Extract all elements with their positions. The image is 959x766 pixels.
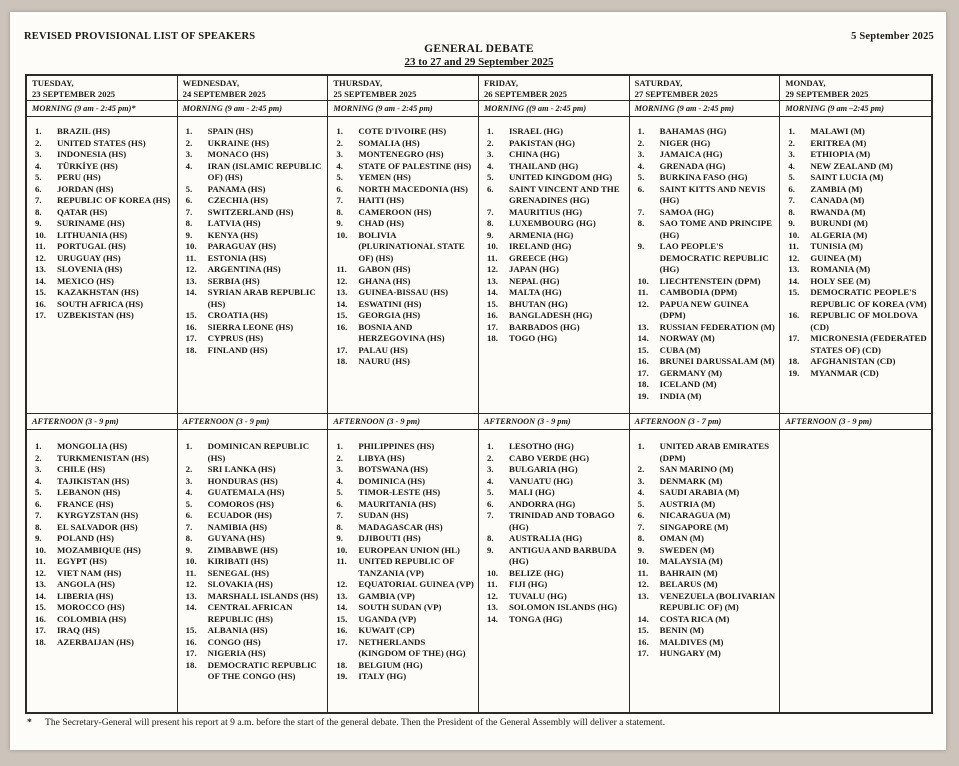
speaker-item: CUBA (M) <box>659 344 701 355</box>
speaker-item: ETHIOPIA (M) <box>810 149 871 159</box>
speaker-item: CAMBODIA (DPM) <box>659 287 738 297</box>
speaker-item: NAURU (HS) <box>358 356 410 366</box>
speaker-item: MAURITIUS (HG) <box>509 206 583 217</box>
speaker-item: BRUNEI DARUSSALAM (M) <box>659 356 775 366</box>
speaker-item: ANDORRA (HG) <box>509 498 576 509</box>
doc-date: 5 September 2025 <box>851 31 934 42</box>
speaker-item: SAN MARINO (M) <box>659 464 734 474</box>
speaker-item: HOLY SEE (M) <box>810 275 871 286</box>
speaker-item: IRAN (ISLAMIC REPUBLIC OF) (HS) <box>207 160 322 182</box>
speaker-item: BELIZE (HG) <box>509 567 564 578</box>
speaker-item: KIRIBATI (HS) <box>207 556 269 566</box>
speaker-item: CHAD (HS) <box>358 218 405 228</box>
speaker-item: DOMINICAN REPUBLIC (HS) <box>207 441 310 463</box>
speaker-item: BURUNDI (M) <box>810 218 868 228</box>
speaker-item: EGYPT (HS) <box>57 556 107 566</box>
speaker-item: CROATIA (HS) <box>207 310 268 320</box>
speaker-item: EL SALVADOR (HS) <box>57 521 138 532</box>
speaker-item: DOMINICA (HS) <box>358 475 426 486</box>
day-date: 24 SEPTEMBER 2025 <box>182 89 266 100</box>
speaker-item: HAITI (HS) <box>358 195 405 205</box>
speaker-item: LESOTHO (HG) <box>509 441 574 451</box>
day-header-cell <box>178 76 329 100</box>
speaker-item: UKRAINE (HS) <box>207 137 269 148</box>
speaker-item: LITHUANIA (HS) <box>57 229 128 240</box>
speaker-item: IRELAND (HG) <box>509 241 572 251</box>
afternoon-list-cell <box>27 430 178 712</box>
speaker-item: MALAYSIA (M) <box>659 556 723 566</box>
day-header-cell <box>328 76 479 100</box>
morning-session-label: MORNING ((9 am - 2:45 pm) <box>479 101 630 116</box>
speaker-item: NICARAGUA (M) <box>659 510 731 520</box>
speaker-item: SWEDEN (M) <box>659 544 715 555</box>
speaker-item: ARGENTINA (HS) <box>207 264 281 274</box>
morning-list-cell <box>479 117 630 413</box>
afternoon-list-cell <box>328 430 479 712</box>
morning-list-cell <box>178 117 329 413</box>
morning-session-label: MORNING (9 am - 2:45 pm) <box>178 101 329 116</box>
speaker-item: RWANDA (M) <box>810 206 866 217</box>
speaker-item: BOSNIA AND HERZEGOVINA (HS) <box>358 321 445 343</box>
day-name: WEDNESDAY, <box>182 78 240 88</box>
speaker-item: MYANMAR (CD) <box>810 367 879 378</box>
speaker-item: ISRAEL (HG) <box>509 126 564 136</box>
speaker-item: GREECE (HG) <box>509 252 568 263</box>
afternoon-session-label: AFTERNOON (3 - 9 pm) <box>178 414 329 429</box>
speaker-item: PANAMA (HS) <box>207 183 266 194</box>
speaker-item: BAHRAIN (M) <box>659 567 718 578</box>
speaker-item: URUGUAY (HS) <box>57 252 121 263</box>
day-name: SATURDAY, <box>634 78 683 88</box>
morning-lists-row <box>27 117 931 414</box>
speaker-item: REPUBLIC OF KOREA (HS) <box>57 195 171 205</box>
footnote-marker: * <box>27 717 32 728</box>
speaker-item: MALI (HG) <box>509 487 555 497</box>
speaker-item: UNITED KINGDOM (HG) <box>509 172 613 182</box>
speaker-item: BELARUS (M) <box>659 579 718 589</box>
speaker-list-morning-monday <box>785 126 928 379</box>
speaker-item: ANTIGUA AND BARBUDA (HG) <box>509 544 617 566</box>
speaker-item: VANUATU (HG) <box>509 475 573 486</box>
speaker-item: CAMEROON (HS) <box>358 206 432 217</box>
speaker-item: SIERRA LEONE (HS) <box>207 321 294 332</box>
speaker-item: GAMBIA (VP) <box>358 590 415 601</box>
speaker-item: PALAU (HS) <box>358 344 408 355</box>
speaker-item: BOLIVIA (PLURINATIONAL STATE OF) (HS) <box>358 229 465 263</box>
speaker-item: AZERBAIJAN (HS) <box>57 636 134 647</box>
morning-session-label: MORNING (9 am –2:45 pm) <box>785 104 884 113</box>
speaker-item: EQUATORIAL GUINEA (VP) <box>358 579 474 589</box>
speaker-item: LIBYA (HS) <box>358 452 405 463</box>
speaker-item: POLAND (HS) <box>57 533 114 543</box>
speaker-item: GRENADA (HG) <box>659 160 726 171</box>
speaker-item: DEMOCRATIC PEOPLE'S REPUBLIC OF KOREA (VM) <box>810 287 927 309</box>
speaker-item: COTE D'IVOIRE (HS) <box>358 126 447 136</box>
afternoon-session-label: AFTERNOON (3 - 9 pm) <box>785 417 872 426</box>
speaker-list-afternoon-thursday <box>333 441 475 683</box>
speaker-item: BOTSWANA (HS) <box>358 464 428 474</box>
speaker-item: DENMARK (M) <box>659 475 723 486</box>
speaker-item: VENEZUELA (BOLIVARIAN REPUBLIC OF) (M) <box>659 590 776 612</box>
speaker-item: NIGERIA (HS) <box>207 648 266 658</box>
speaker-item: KYRGYZSTAN (HS) <box>57 510 139 520</box>
speaker-item: JAPAN (HG) <box>509 264 559 274</box>
speaker-item: CZECHIA (HS) <box>207 195 269 205</box>
speaker-item: FIJI (HG) <box>509 579 548 589</box>
speaker-item: MALAWI (M) <box>810 126 865 136</box>
speaker-item: BELGIUM (HG) <box>358 659 423 670</box>
speaker-item: UZBEKISTAN (HS) <box>57 310 134 320</box>
speaker-item: SINGAPORE (M) <box>659 521 729 532</box>
day-header-cell <box>27 76 178 100</box>
footnote <box>24 717 934 729</box>
speaker-item: GUINEA (M) <box>810 252 862 263</box>
speaker-item: ICELAND (M) <box>659 379 717 389</box>
speaker-item: SWITZERLAND (HS) <box>207 206 294 217</box>
speaker-item: ECUADOR (HS) <box>207 510 272 520</box>
speaker-list-morning-tuesday <box>32 126 174 322</box>
speaker-item: YEMEN (HS) <box>358 172 411 182</box>
speaker-item: BANGLADESH (HG) <box>509 310 593 320</box>
speaker-item: TOGO (HG) <box>509 333 557 343</box>
speaker-item: MOZAMBIQUE (HS) <box>57 544 141 555</box>
speaker-item: GABON (HS) <box>358 264 411 274</box>
speaker-item: ANGOLA (HS) <box>57 579 115 589</box>
morning-label-row <box>27 101 931 117</box>
speaker-item: TUNISIA (M) <box>810 241 863 251</box>
speaker-item: AFGHANISTAN (CD) <box>810 356 896 366</box>
speaker-item: LIECHTENSTEIN (DPM) <box>659 275 761 286</box>
speaker-item: JAMAICA (HG) <box>659 149 723 159</box>
speaker-item: MADAGASCAR (HS) <box>358 521 443 532</box>
day-date: 27 SEPTEMBER 2025 <box>634 89 718 100</box>
speaker-item: ITALY (HG) <box>358 671 407 681</box>
speaker-item: LAO PEOPLE'S DEMOCRATIC REPUBLIC (HG) <box>659 241 769 274</box>
speaker-item: PORTUGAL (HS) <box>57 241 126 251</box>
speaker-item: TUVALU (HG) <box>509 590 567 601</box>
speaker-item: STATE OF PALESTINE (HS) <box>358 160 472 171</box>
morning-session-label: MORNING (9 am - 2:45 pm)* <box>27 101 178 116</box>
speaker-item: MICRONESIA (FEDERATED STATES OF) (CD) <box>810 333 927 355</box>
speaker-item: ZAMBIA (M) <box>810 183 863 194</box>
speaker-item: GHANA (HS) <box>358 275 411 286</box>
speaker-item: GUYANA (HS) <box>207 533 265 543</box>
speaker-item: SOUTH AFRICA (HS) <box>57 298 144 309</box>
speaker-item: NETHERLANDS (KINGDOM OF THE) (HG) <box>358 636 466 658</box>
speaker-item: HONDURAS (HS) <box>207 475 278 486</box>
speaker-item: ZIMBABWE (HS) <box>207 544 278 555</box>
speaker-item: GUINEA-BISSAU (HS) <box>358 287 449 297</box>
speaker-item: SERBIA (HS) <box>207 275 260 286</box>
day-name: MONDAY, <box>785 78 826 88</box>
speaker-item: TÜRKİYE (HS) <box>57 160 118 171</box>
speaker-item: BENIN (M) <box>659 625 704 635</box>
morning-list-cell <box>27 117 178 413</box>
speaker-item: AUSTRALIA (HG) <box>509 533 583 543</box>
speaker-item: CYPRUS (HS) <box>207 333 264 343</box>
speaker-item: SAINT LUCIA (M) <box>810 172 884 182</box>
speaker-item: HUNGARY (M) <box>659 648 721 658</box>
speaker-item: MONGOLIA (HS) <box>57 441 128 451</box>
speaker-item: SOLOMON ISLANDS (HG) <box>509 602 618 612</box>
speaker-item: ARMENIA (HG) <box>509 229 574 240</box>
speaker-item: ESWATINI (HS) <box>358 298 422 309</box>
speaker-item: MALTA (HG) <box>509 287 562 297</box>
speaker-item: ERITREA (M) <box>810 137 867 148</box>
speaker-item: BRAZIL (HS) <box>57 126 111 136</box>
speaker-item: SAMOA (HG) <box>659 206 714 217</box>
speaker-item: UNITED ARAB EMIRATES (DPM) <box>659 441 769 463</box>
speaker-item: MOROCCO (HS) <box>57 602 125 612</box>
speaker-item: MONTENEGRO (HS) <box>358 149 444 159</box>
speaker-list-morning-friday <box>484 126 626 345</box>
speaker-item: COSTA RICA (M) <box>659 613 730 624</box>
doc-label: REVISED PROVISIONAL LIST OF SPEAKERS <box>24 31 256 42</box>
speaker-item: INDONESIA (HS) <box>57 149 127 159</box>
day-date: 26 SEPTEMBER 2025 <box>484 89 568 100</box>
speaker-item: SOUTH SUDAN (VP) <box>358 602 442 612</box>
speaker-item: SLOVENIA (HS) <box>57 264 123 274</box>
speaker-item: SOMALIA (HS) <box>358 137 420 148</box>
speaker-item: ESTONIA (HS) <box>207 252 267 263</box>
speaker-item: NIGER (HG) <box>659 137 711 148</box>
afternoon-session-label: AFTERNOON (3 - 9 pm) <box>328 414 479 429</box>
speaker-item: THAILAND (HG) <box>509 160 579 171</box>
speaker-item: BULGARIA (HG) <box>509 464 578 474</box>
speaker-item: CANADA (M) <box>810 195 865 205</box>
day-name: FRIDAY, <box>484 78 518 88</box>
speaker-list-morning-thursday <box>333 126 475 368</box>
speaker-list-afternoon-friday <box>484 441 626 625</box>
speaker-list-afternoon-wednesday <box>183 441 325 683</box>
speaker-list-morning-wednesday <box>183 126 325 356</box>
speaker-item: CHILE (HS) <box>57 464 106 474</box>
afternoon-session-label: AFTERNOON (3 - 7 pm) <box>630 414 781 429</box>
speaker-item: LIBERIA (HS) <box>57 590 114 601</box>
page-title: GENERAL DEBATE <box>424 43 534 55</box>
speaker-list-morning-saturday <box>635 126 777 402</box>
speaker-item: TAJIKISTAN (HS) <box>57 475 130 486</box>
speaker-item: ALGERIA (M) <box>810 229 868 240</box>
speaker-item: OMAN (M) <box>659 533 704 543</box>
speaker-item: TONGA (HG) <box>509 613 563 624</box>
page-subtitle: 23 to 27 and 29 September 2025 <box>404 56 554 68</box>
speaker-list-afternoon-saturday <box>635 441 777 660</box>
speaker-item: SAINT KITTS AND NEVIS (HG) <box>659 183 766 205</box>
speaker-item: MONACO (HS) <box>207 149 269 159</box>
speaker-item: GERMANY (M) <box>659 367 723 378</box>
speaker-item: MALDIVES (M) <box>659 636 724 647</box>
afternoon-session-label: AFTERNOON (3 - 9 pm) <box>479 414 630 429</box>
speaker-item: SAINT VINCENT AND THE GRENADINES (HG) <box>509 183 620 205</box>
speaker-list-afternoon-tuesday <box>32 441 174 648</box>
speaker-item: DJIBOUTI (HS) <box>358 533 421 543</box>
speaker-item: UNITED REPUBLIC OF TANZANIA (VP) <box>358 556 455 578</box>
speaker-item: AUSTRIA (M) <box>659 498 716 509</box>
speakers-table <box>25 74 933 714</box>
speaker-item: FRANCE (HS) <box>57 498 114 509</box>
footnote-text: The Secretary-General will present his report at 9 a.m. before the start of the general debate. Then the President of the General Assembly will deliver a statement. <box>45 717 665 728</box>
afternoon-list-cell <box>780 430 931 712</box>
speaker-item: UNITED STATES (HS) <box>57 137 146 148</box>
speaker-item: GEORGIA (HS) <box>358 310 421 320</box>
speaker-item: PARAGUAY (HS) <box>207 241 276 251</box>
speaker-item: REPUBLIC OF MOLDOVA (CD) <box>810 310 918 332</box>
afternoon-label-row <box>27 414 931 430</box>
speaker-item: SURINAME (HS) <box>57 218 125 228</box>
speaker-item: TRINIDAD AND TOBAGO (HG) <box>509 510 615 532</box>
day-header-cell <box>630 76 781 100</box>
speaker-item: BURKINA FASO (HG) <box>659 172 748 182</box>
day-header-row <box>27 76 931 101</box>
afternoon-list-cell <box>630 430 781 712</box>
speaker-item: PERU (HS) <box>57 172 101 182</box>
afternoon-list-cell <box>178 430 329 712</box>
speaker-item: SPAIN (HS) <box>207 126 254 136</box>
morning-session-label: MORNING (9 am - 2:45 pm) <box>630 101 781 116</box>
speaker-item: SRI LANKA (HS) <box>207 464 276 474</box>
speaker-item: FINLAND (HS) <box>207 344 268 355</box>
speaker-item: KAZAKHSTAN (HS) <box>57 287 139 297</box>
day-date: 25 SEPTEMBER 2025 <box>333 89 417 100</box>
speaker-item: SENEGAL (HS) <box>207 567 270 578</box>
speaker-item: NAMIBIA (HS) <box>207 521 268 532</box>
speaker-item: MARSHALL ISLANDS (HS) <box>207 590 319 601</box>
speaker-item: MAURITANIA (HS) <box>358 498 437 509</box>
speaker-item: SLOVAKIA (HS) <box>207 579 273 589</box>
speaker-item: PAKISTAN (HG) <box>509 137 575 148</box>
afternoon-session-label: AFTERNOON (3 - 9 pm) <box>27 414 178 429</box>
afternoon-list-cell <box>479 430 630 712</box>
speaker-item: BARBADOS (HG) <box>509 321 580 332</box>
speaker-item: RUSSIAN FEDERATION (M) <box>659 321 775 332</box>
speaker-item: BAHAMAS (HG) <box>659 126 727 136</box>
speaker-item: LUXEMBOURG (HG) <box>509 218 596 228</box>
speaker-item: ALBANIA (HS) <box>207 625 268 635</box>
speaker-item: PHILIPPINES (HS) <box>358 441 435 451</box>
speaker-item: ROMANIA (M) <box>810 264 871 274</box>
speaker-item: GUATEMALA (HS) <box>207 487 285 497</box>
day-header-cell <box>780 76 931 100</box>
title-block <box>24 43 934 68</box>
day-header-cell <box>479 76 630 100</box>
speaker-item: SAO TOME AND PRINCIPE (HG) <box>659 218 772 240</box>
speaker-item: SYRIAN ARAB REPUBLIC (HS) <box>207 287 316 309</box>
speaker-item: NORTH MACEDONIA (HS) <box>358 183 468 194</box>
speaker-item: NEW ZEALAND (M) <box>810 160 893 171</box>
speaker-item: NORWAY (M) <box>659 333 715 343</box>
document-page <box>10 12 946 750</box>
speaker-item: PAPUA NEW GUINEA (DPM) <box>659 298 749 320</box>
speaker-item: COMOROS (HS) <box>207 498 274 509</box>
afternoon-lists-row <box>27 430 931 712</box>
speaker-item: COLOMBIA (HS) <box>57 613 127 624</box>
speaker-item: CONGO (HS) <box>207 636 261 647</box>
speaker-item: BHUTAN (HG) <box>509 298 568 309</box>
speaker-item: TURKMENISTAN (HS) <box>57 452 149 463</box>
day-date: 29 SEPTEMBER 2025 <box>785 89 869 100</box>
morning-session-label: MORNING (9 am - 2:45 pm) <box>328 101 479 116</box>
speaker-item: CENTRAL AFRICAN REPUBLIC (HS) <box>207 602 293 624</box>
speaker-item: MEXICO (HS) <box>57 275 114 286</box>
speaker-item: UGANDA (VP) <box>358 613 417 624</box>
day-name: THURSDAY, <box>333 78 383 88</box>
speaker-item: EUROPEAN UNION (HL) <box>358 544 460 555</box>
speaker-item: SUDAN (HS) <box>358 510 409 520</box>
speaker-item: INDIA (M) <box>659 390 702 401</box>
speaker-item: TIMOR-LESTE (HS) <box>358 487 441 497</box>
speaker-item: LEBANON (HS) <box>57 487 121 497</box>
day-name: TUESDAY, <box>32 78 74 88</box>
speaker-item: DEMOCRATIC REPUBLIC OF THE CONGO (HS) <box>207 659 317 681</box>
speaker-item: KUWAIT (CP) <box>358 625 415 635</box>
speaker-item: JORDAN (HS) <box>57 183 114 194</box>
speaker-item: LATVIA (HS) <box>207 218 261 228</box>
speaker-item: KENYA (HS) <box>207 229 258 240</box>
speaker-item: VIET NAM (HS) <box>57 567 122 578</box>
morning-list-cell <box>780 117 931 413</box>
document-header <box>24 31 934 42</box>
speaker-item: IRAQ (HS) <box>57 625 100 635</box>
speaker-item: CHINA (HG) <box>509 149 560 159</box>
speaker-item: QATAR (HS) <box>57 206 108 217</box>
morning-list-cell <box>630 117 781 413</box>
day-date: 23 SEPTEMBER 2025 <box>32 89 116 100</box>
morning-list-cell <box>328 117 479 413</box>
speaker-item: NEPAL (HG) <box>509 275 560 286</box>
speaker-item: CABO VERDE (HG) <box>509 452 589 463</box>
speaker-item: SAUDI ARABIA (M) <box>659 487 740 497</box>
